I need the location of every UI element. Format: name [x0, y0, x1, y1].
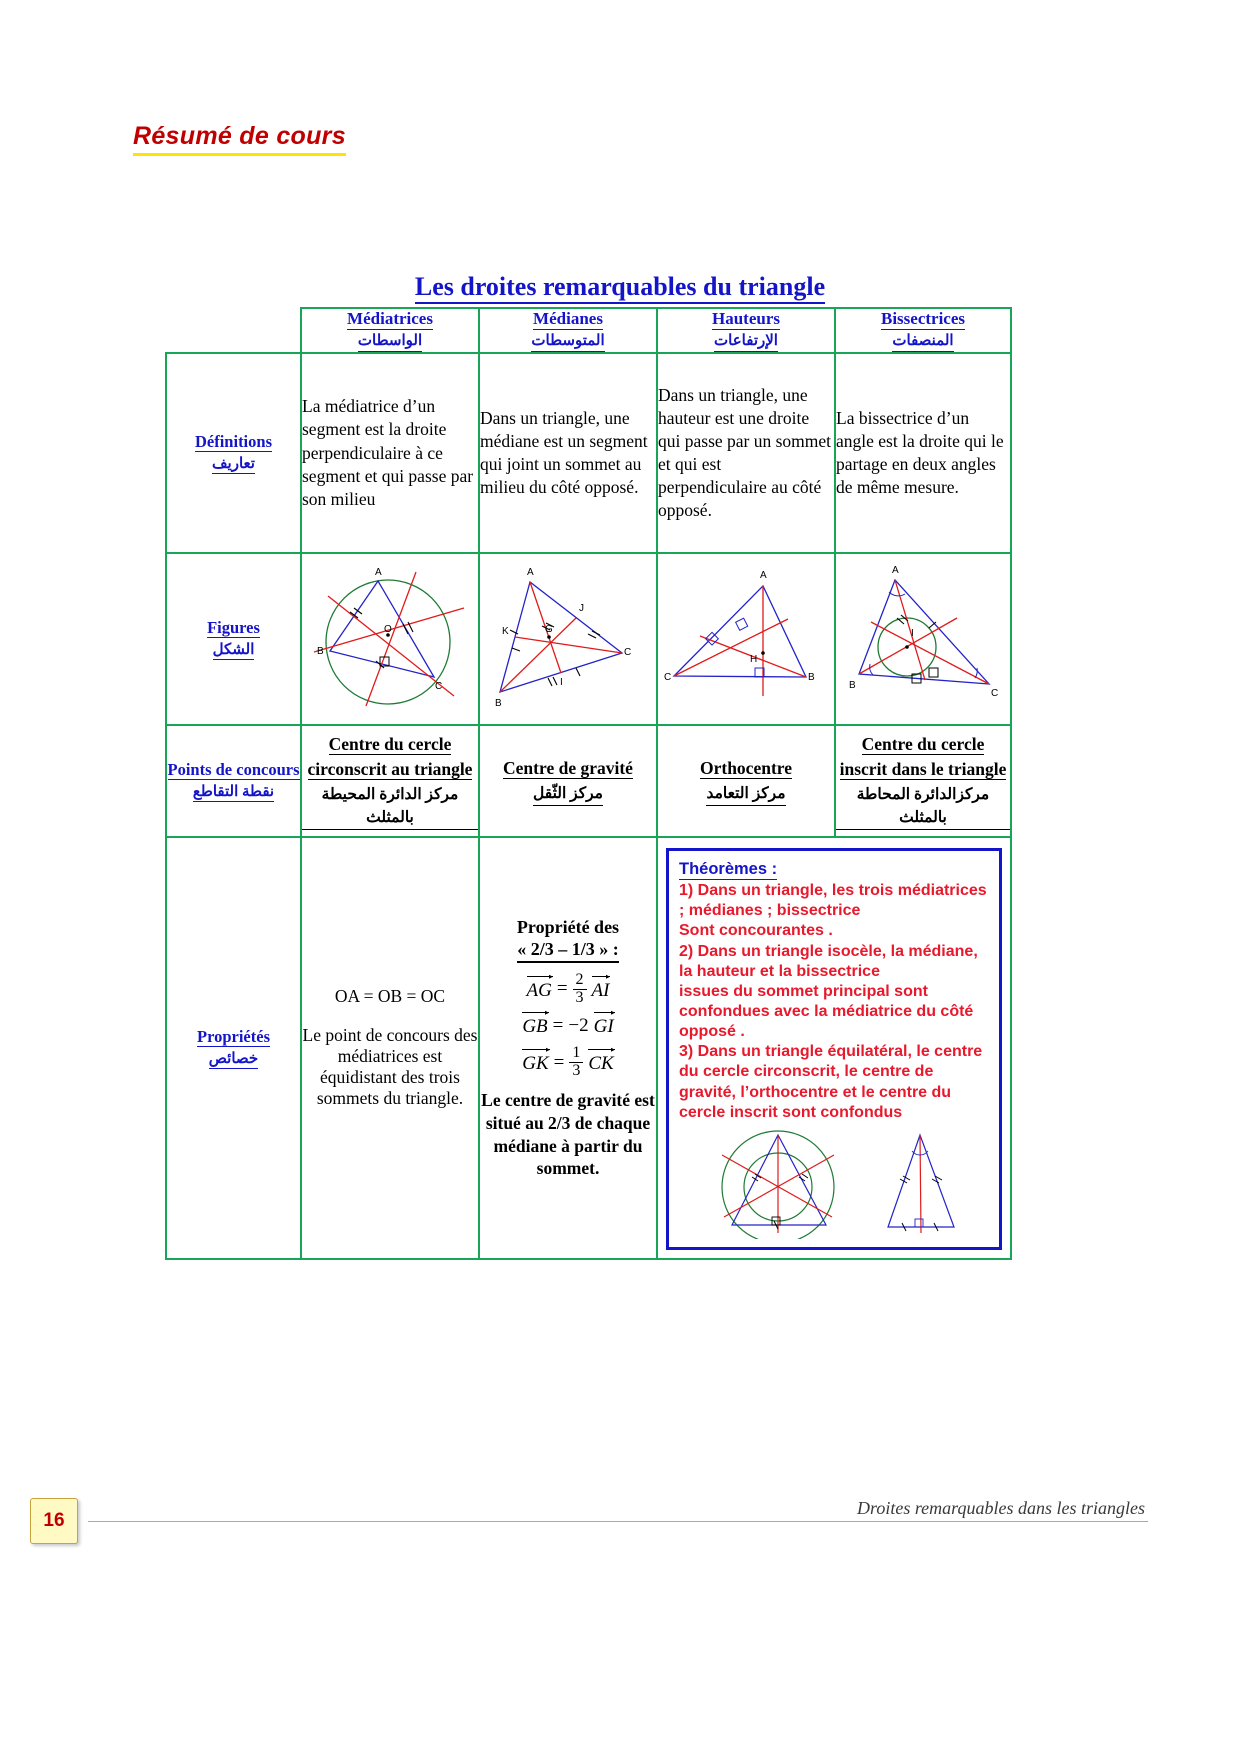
equals-sign: = [553, 1051, 565, 1073]
isosceles-triangle-diagram-icon [874, 1129, 964, 1239]
figure-medianes [479, 553, 657, 725]
equals-sign: = [556, 978, 568, 1000]
footer-note: Droites remarquables dans les triangles [857, 1498, 1145, 1518]
theorems-body [679, 881, 991, 1123]
point-de-concours-bissectrices [835, 725, 1011, 837]
table-header-row [166, 308, 1011, 353]
vector-gk: GK [522, 1050, 548, 1075]
svg-text:G: G [545, 624, 553, 636]
column-header-fr: Bissectrices [880, 309, 966, 328]
vector-gi: GI [594, 1013, 614, 1038]
equilateral-triangle-diagram-icon [706, 1129, 856, 1239]
svg-text:I: I [560, 677, 563, 689]
propriete-equality: OA = OB = OC [334, 986, 446, 1007]
column-header-bissectrices [835, 308, 1011, 353]
fraction-two-thirds [573, 972, 587, 1007]
theorem-item-1: 1) Dans un triangle, les trois médiatrices ; médianes ; bissectrice [679, 882, 987, 920]
svg-text:B: B [495, 698, 502, 710]
theorem-item-5: 3) Dans un triangle équilatéral, le centre du cercle circonscrit, le centre de gravité, l’orthocentre et le centre du cercle inscrit sont confondus [679, 1043, 983, 1121]
svg-text:C: C [435, 681, 443, 693]
table-row-definitions [166, 353, 1011, 553]
heading-line-2: « 2/3 – 1/3 » : [517, 939, 619, 960]
propriete-mediatrices [301, 837, 479, 1259]
table-row-proprietes [166, 837, 1011, 1259]
column-header-fr: Médiatrices [347, 309, 433, 328]
point-de-concours-mediatrices [301, 725, 479, 837]
fraction-numerator: 2 [575, 970, 584, 988]
vector-gb: GB [522, 1013, 547, 1038]
svg-text:B: B [808, 672, 815, 684]
vector-ck: CK [588, 1050, 613, 1075]
heading-line-1: Propriété des [516, 916, 620, 937]
remarkable-lines-table [165, 307, 1012, 1260]
point-name-ar: مركز التعامد [706, 783, 785, 806]
row-label-fr: Figures [207, 617, 260, 637]
row-label-definitions [166, 353, 301, 553]
medianes-diagram-icon [482, 556, 654, 722]
page-number-badge: 16 [30, 1498, 78, 1544]
formula-row-1 [480, 972, 656, 1007]
theorems-title: Théorèmes : [679, 860, 778, 879]
theorem-item-4: issues du sommet principal sont confondues avec la médiatrice du côté opposé . [679, 982, 974, 1041]
point-name-ar: مركز الدائرة المحيطة بالمثلث [302, 784, 478, 830]
point-name-ar: مركزالدائرة المحاطة بالمثلث [836, 784, 1010, 830]
table-row-figures [166, 553, 1011, 725]
fraction-denominator: 3 [573, 989, 587, 1007]
propriete-medianes [479, 837, 657, 1259]
svg-text:C: C [664, 672, 672, 684]
vector-ai: AI [592, 977, 610, 1002]
mediatrices-diagram-icon [304, 556, 476, 722]
page-title: Résumé de cours [133, 122, 346, 156]
row-label-figures [166, 553, 301, 725]
propriete-medianes-heading [517, 916, 619, 963]
row-label-ar: الشكل [212, 642, 255, 659]
definition-medianes: Dans un triangle, une médiane est un segment qui joint un sommet au milieu du côté opposé. [479, 353, 657, 553]
row-label-proprietes [166, 837, 301, 1259]
row-label-fr: Définitions [194, 431, 272, 451]
row-label-ar: خصائص [208, 1051, 259, 1068]
column-header-ar: المنصفات [892, 332, 953, 353]
figure-bissectrices [835, 553, 1011, 725]
coefficient: −2 [568, 1014, 589, 1036]
fraction-one-third [569, 1045, 583, 1080]
theorem-figures [679, 1129, 991, 1239]
svg-text:C: C [624, 647, 632, 659]
hauteurs-diagram-icon [660, 556, 832, 722]
column-header-ar: الواسطات [358, 332, 422, 353]
theorem-item-3: 2) Dans un triangle isocèle, la médiane, la hauteur et la bissectrice [679, 942, 978, 980]
formula-row-3 [480, 1045, 656, 1080]
column-header-ar: الإرتفاعات [714, 332, 778, 353]
column-header-fr: Hauteurs [712, 309, 780, 328]
figure-mediatrices [301, 553, 479, 725]
propriete-mediatrices-text: Le point de concours des médiatrices est équidistant des trois sommets du triangle. [302, 1025, 478, 1109]
fraction-denominator: 3 [569, 1062, 583, 1080]
point-name-fr: Orthocentre [699, 757, 792, 778]
column-header-medianes [479, 308, 657, 353]
propriete-theoremes-cell [657, 837, 1011, 1259]
svg-text:B: B [849, 680, 856, 692]
svg-text:O: O [384, 624, 392, 636]
vector-formulas [480, 972, 656, 1080]
svg-text:J: J [579, 603, 584, 615]
point-name-fr: Centre du cercle inscrit dans le triangle [839, 733, 1007, 780]
header-corner-empty [166, 308, 301, 353]
propriete-medianes-footer: Le centre de gravité est situé au 2/3 de chaque médiane à partir du sommet. [481, 1090, 655, 1179]
footer-divider [88, 1521, 1148, 1522]
column-header-mediatrices [301, 308, 479, 353]
svg-text:H: H [750, 654, 758, 666]
svg-text:K: K [502, 626, 509, 638]
fraction-numerator: 1 [572, 1044, 581, 1062]
equals-sign: = [552, 1014, 564, 1036]
svg-text:A: A [527, 567, 534, 579]
column-header-hauteurs [657, 308, 835, 353]
table-heading [0, 272, 1240, 302]
point-de-concours-medianes [479, 725, 657, 837]
point-name-fr: Centre du cercle circonscrit au triangle [307, 733, 473, 780]
row-label-fr: Propriétés [196, 1026, 270, 1046]
definition-bissectrices: La bissectrice d’un angle est la droite qui le partage en deux angles de même mesure. [835, 353, 1011, 553]
figure-hauteurs [657, 553, 835, 725]
svg-text:I: I [911, 628, 914, 640]
table-heading-text: Les droites remarquables du triangle [415, 272, 825, 304]
svg-text:A: A [760, 570, 767, 582]
svg-text:A: A [375, 567, 382, 579]
svg-text:A: A [892, 565, 899, 577]
definition-mediatrices: La médiatrice d’un segment est la droite perpendiculaire à ce segment et qui passe par son milieu [301, 353, 479, 553]
bissectrices-diagram-icon [837, 556, 1009, 722]
row-label-ar: تعاريف [212, 456, 255, 473]
column-header-fr: Médianes [533, 309, 603, 328]
row-label-points-de-concours [166, 725, 301, 837]
point-name-fr: Centre de gravité [503, 757, 633, 778]
theorems-box [666, 848, 1002, 1250]
point-de-concours-hauteurs [657, 725, 835, 837]
row-label-ar: نقطة التقاطع [192, 784, 275, 801]
definition-hauteurs: Dans un triangle, une hauteur est une droite qui passe par un sommet et qui est perpendiculaire au côté opposé. [657, 353, 835, 553]
column-header-ar: المتوسطات [531, 332, 604, 353]
svg-text:C: C [991, 688, 999, 700]
row-label-fr: Points de concours [167, 759, 300, 779]
formula-row-2 [480, 1013, 656, 1038]
svg-text:B: B [317, 646, 324, 658]
table-row-points-de-concours [166, 725, 1011, 837]
vector-ag: AG [527, 977, 552, 1002]
theorem-item-2: Sont concourantes . [679, 922, 833, 940]
point-name-ar: مركز الثّقل [533, 783, 603, 806]
